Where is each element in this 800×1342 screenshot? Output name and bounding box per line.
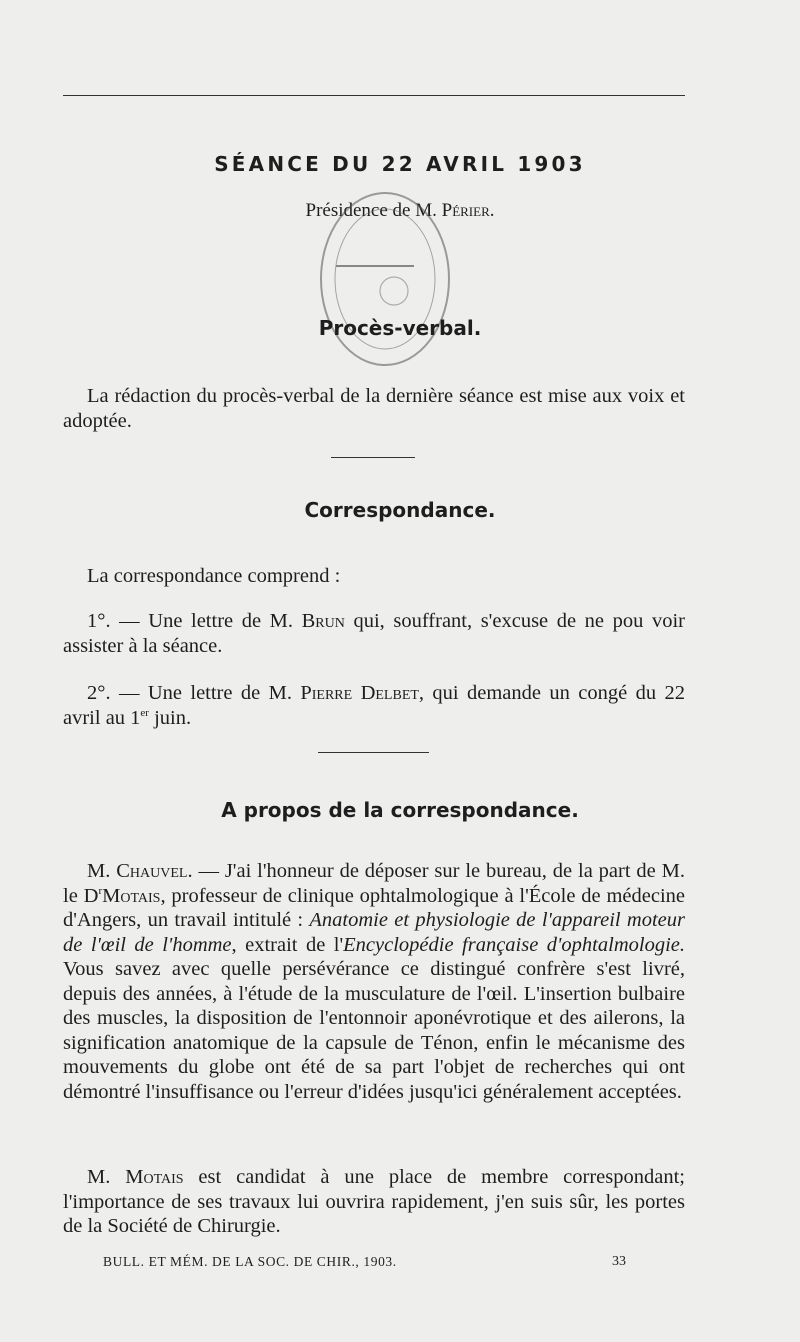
correspondance-heading: Correspondance.: [304, 498, 496, 522]
para-1-name: Motais: [102, 884, 161, 907]
para-2-name: Motais: [125, 1166, 184, 1188]
session-title: SÉANCE DU 22 AVRIL 1903: [214, 152, 586, 176]
para-1-superscript: r: [98, 884, 103, 897]
item-1-prefix: 1°. — Une lettre de M.: [87, 610, 302, 632]
item-1-rest: qui, souffrant, s'excuse de ne pou voir assister à la séance.: [63, 610, 685, 657]
item-2-name: Pierre Delbet: [300, 682, 419, 704]
presidency-suffix: .: [489, 200, 495, 221]
proces-verbal-text: La rédaction du procès-verbal de la dernière séance est mise aux voix et adoptée.: [63, 385, 685, 432]
para-1-text-3: , extrait de l': [231, 933, 344, 956]
speaker-name: Chauvel: [116, 860, 188, 882]
item-2-rest-before: , qui demande un congé du 22 avril au 1: [63, 682, 685, 729]
top-rule: [63, 95, 685, 96]
encyclopedia-title: Encyclopédie française d'ophtalmologie.: [343, 933, 685, 956]
para-1-text-2: , professeur de clinique ophtalmologique à l'École de médecine d'Angers, un travail intitulé :: [63, 884, 685, 931]
item-2-superscript: er: [140, 706, 149, 719]
president-name: M. Périer: [415, 200, 490, 221]
library-stamp: [314, 186, 456, 372]
section-divider: [331, 457, 415, 458]
para-2-rest: est candidat à une place de membre correspondant; l'importance de ses travaux lui ouvrira rapidement, j'en suis sûr, les portes de la Société de Chirurgie.: [63, 1166, 686, 1237]
work-title: Anatomie et physiologie de l'appareil moteur de l'œil de l'homme: [63, 909, 685, 956]
footer-journal: BULL. ET MÉM. DE LA SOC. DE CHIR., 1903.: [103, 1254, 397, 1269]
item-2-prefix: 2°. — Une lettre de M.: [87, 682, 301, 704]
para-1-text-1: . — J'ai l'honneur de déposer sur le bureau, de la part de M. le D: [63, 860, 685, 907]
speaker-prefix: M.: [87, 860, 117, 882]
footer-page-number: 33: [612, 1254, 626, 1269]
apropos-paragraph-1: [63, 859, 685, 1104]
correspondance-item-2: [63, 681, 685, 730]
proces-verbal-heading: Procès-verbal.: [318, 316, 482, 340]
section-divider: [318, 752, 429, 753]
apropos-heading: A propos de la correspondance.: [221, 798, 579, 822]
apropos-paragraph-2: [63, 1165, 685, 1239]
para-2-prefix: M.: [87, 1166, 126, 1188]
presidency-prefix: Présidence de: [305, 200, 416, 221]
para-1-text-4: Vous savez avec quelle persévérance ce distingué confrère s'est livré, depuis des années, à l'étude de la musculature de l'œil. L'insertion bulbaire des muscles, la disposition de l'entonnoir aponévrotique et des ailerons, la signification anatomique de la capsule de Ténon, enfin le mécanisme des mouvements du globe ont été de sa part l'objet de recherches qui ont démontré l'insuffisance ou l'erreur d'idées jusqu'ici généralement acceptées.: [63, 958, 685, 1103]
correspondance-intro: La correspondance comprend :: [87, 565, 341, 587]
item-2-rest-after: juin.: [148, 706, 192, 729]
item-1-name: Brun: [301, 610, 345, 632]
correspondance-item-1: [63, 609, 685, 658]
